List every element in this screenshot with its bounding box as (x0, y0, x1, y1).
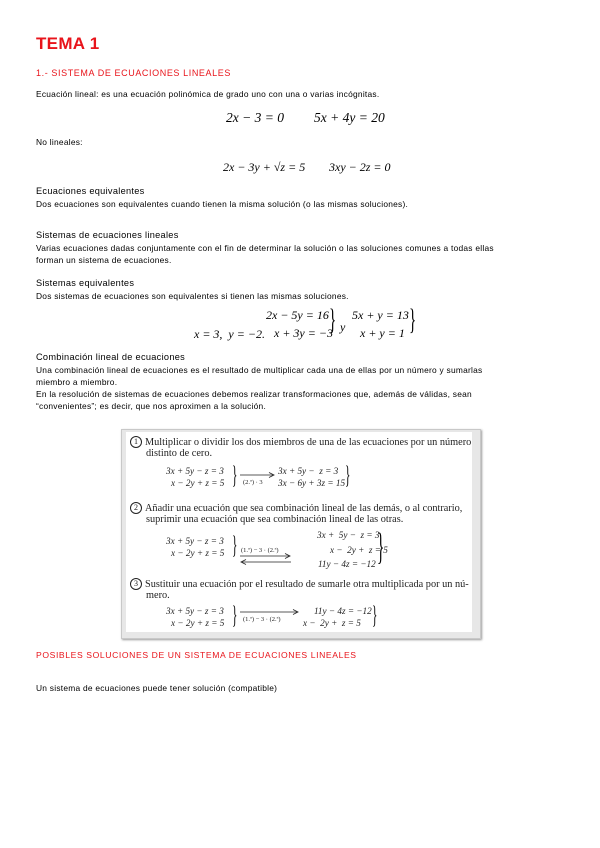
system-a-eq1: 2x − 5y = 16 (266, 308, 329, 322)
step-2-double-arrow-icon (240, 553, 292, 565)
step-3-arrow-icon (240, 609, 300, 615)
step-1-number: 1 (130, 436, 142, 448)
step-3-text-2: mero. (146, 590, 170, 601)
section-heading-linear-systems: 1.- SISTEMA DE ECUACIONES LINEALES (36, 68, 231, 78)
step-3-left-eq1: 3x + 5y − z = 3 (166, 606, 224, 616)
step-3-text-1: Sustituir una ecuación por el resultado de sumarle otra multiplicada por un nú- (145, 579, 469, 590)
system-a-brace: } (329, 303, 337, 336)
step-1-text-2: distinto de cero. (146, 448, 213, 459)
nonlinear-label: No lineales: (36, 137, 83, 147)
step-3-right-eq1: 11y − 4z = −12 (314, 606, 372, 616)
step-2-text-1: Añadir una ecuación que sea combinación lineal de las demás, o al contrario, (145, 503, 463, 514)
step-2-operation: (1.ª) − 3 · (2.ª) (241, 547, 279, 554)
linear-combination-title: Combinación lineal de ecuaciones (36, 352, 186, 362)
step-1-text-1: Multiplicar o dividir los dos miembros de una de las ecuaciones por un número (145, 437, 472, 448)
step-3-left-eq2: x − 2y + z = 5 (171, 618, 225, 628)
equivalent-systems-title: Sistemas equivalentes (36, 278, 135, 288)
step-1-right-brace: } (345, 462, 351, 489)
step-1-left-brace: } (232, 462, 238, 489)
step-1-left-eq2: x − 2y + z = 5 (171, 478, 225, 488)
nonlinear-example-2: 3xy − 2z = 0 (329, 160, 391, 174)
linear-combination-text-4: “convenientes”; es decir, que nos aproximen a la solución. (36, 401, 267, 411)
nonlinear-example-1: 2x − 3y + √z = 5 (223, 160, 306, 174)
step-3-left-brace: } (232, 602, 238, 629)
step-2-right-eq3: 11y − 4z = −12 (318, 559, 376, 569)
step-3-operation: (1.ª) − 3 · (2.ª) (243, 616, 281, 623)
step-3-number: 3 (130, 578, 142, 590)
step-3-line-1 (130, 578, 469, 592)
equivalent-systems-text: Dos sistemas de ecuaciones son equivalentes si tienen las mismas soluciones. (36, 291, 349, 301)
linear-systems-title: Sistemas de ecuaciones lineales (36, 230, 179, 240)
step-3-right-eq2: x − 2y + z = 5 (303, 618, 361, 628)
linear-example-2: 5x + 4y = 20 (314, 110, 385, 125)
linear-systems-text-1: Varias ecuaciones dadas conjuntamente con el fin de determinar la solución o las soluciones comunes a todas ellas (36, 243, 494, 253)
page-title: TEMA 1 (36, 34, 100, 53)
linear-systems-text-2: forman un sistema de ecuaciones. (36, 255, 172, 265)
step-1-right-eq1: 3x + 5y − z = 3 (278, 466, 339, 476)
step-3-right-brace: } (372, 602, 378, 629)
transformations-figure-inner (126, 432, 472, 632)
section-heading-possible-solutions: POSIBLES SOLUCIONES DE UN SISTEMA DE ECUACIONES LINEALES (36, 650, 357, 660)
step-2-right-brace: } (377, 526, 385, 568)
step-2-number: 2 (130, 502, 142, 514)
equivalent-equations-title: Ecuaciones equivalentes (36, 186, 145, 196)
system-b-eq2: x + y = 1 (360, 326, 405, 340)
system-b-eq1: 5x + y = 13 (352, 308, 409, 322)
linear-equation-definition: Ecuación lineal: es una ecuación polinómica de grado uno con una o varias incógnitas. (36, 89, 380, 99)
step-2-left-eq2: x − 2y + z = 5 (171, 548, 225, 558)
linear-combination-text-3: En la resolución de sistemas de ecuaciones debemos realizar transformaciones que, además de válidas, sean (36, 389, 472, 399)
step-2-right-eq2: x − 2y + z = 5 (330, 545, 388, 555)
possible-solutions-text: Un sistema de ecuaciones puede tener solución (compatible) (36, 683, 278, 693)
step-1-operation: (2.ª) · 3 (243, 479, 263, 486)
linear-example-1: 2x − 3 = 0 (226, 110, 284, 125)
system-solution: x = 3, y = −2. (194, 327, 265, 341)
linear-combination-text-2: miembro a miembro. (36, 377, 118, 387)
step-2-text-2: suprimir una ecuación que sea combinación lineal de las otras. (146, 514, 404, 525)
step-2-right-eq1: 3x + 5y − z = 3 (317, 530, 380, 540)
system-connector: y (340, 320, 346, 334)
step-2-left-eq1: 3x + 5y − z = 3 (166, 536, 224, 546)
step-1-arrow-icon (240, 472, 276, 478)
step-1-left-eq1: 3x + 5y − z = 3 (166, 466, 224, 476)
equivalent-equations-text: Dos ecuaciones son equivalentes cuando tienen la misma solución (o las mismas soluciones). (36, 199, 409, 209)
system-a-eq2: x + 3y = −3 (274, 326, 333, 340)
step-1-right-eq2: 3x − 6y + 3z = 15 (278, 478, 346, 488)
system-b-brace: } (409, 303, 417, 336)
linear-combination-text-1: Una combinación lineal de ecuaciones es el resultado de multiplicar cada una de ellas por un número y sumarlas (36, 365, 483, 375)
step-2-left-brace: } (232, 532, 238, 559)
